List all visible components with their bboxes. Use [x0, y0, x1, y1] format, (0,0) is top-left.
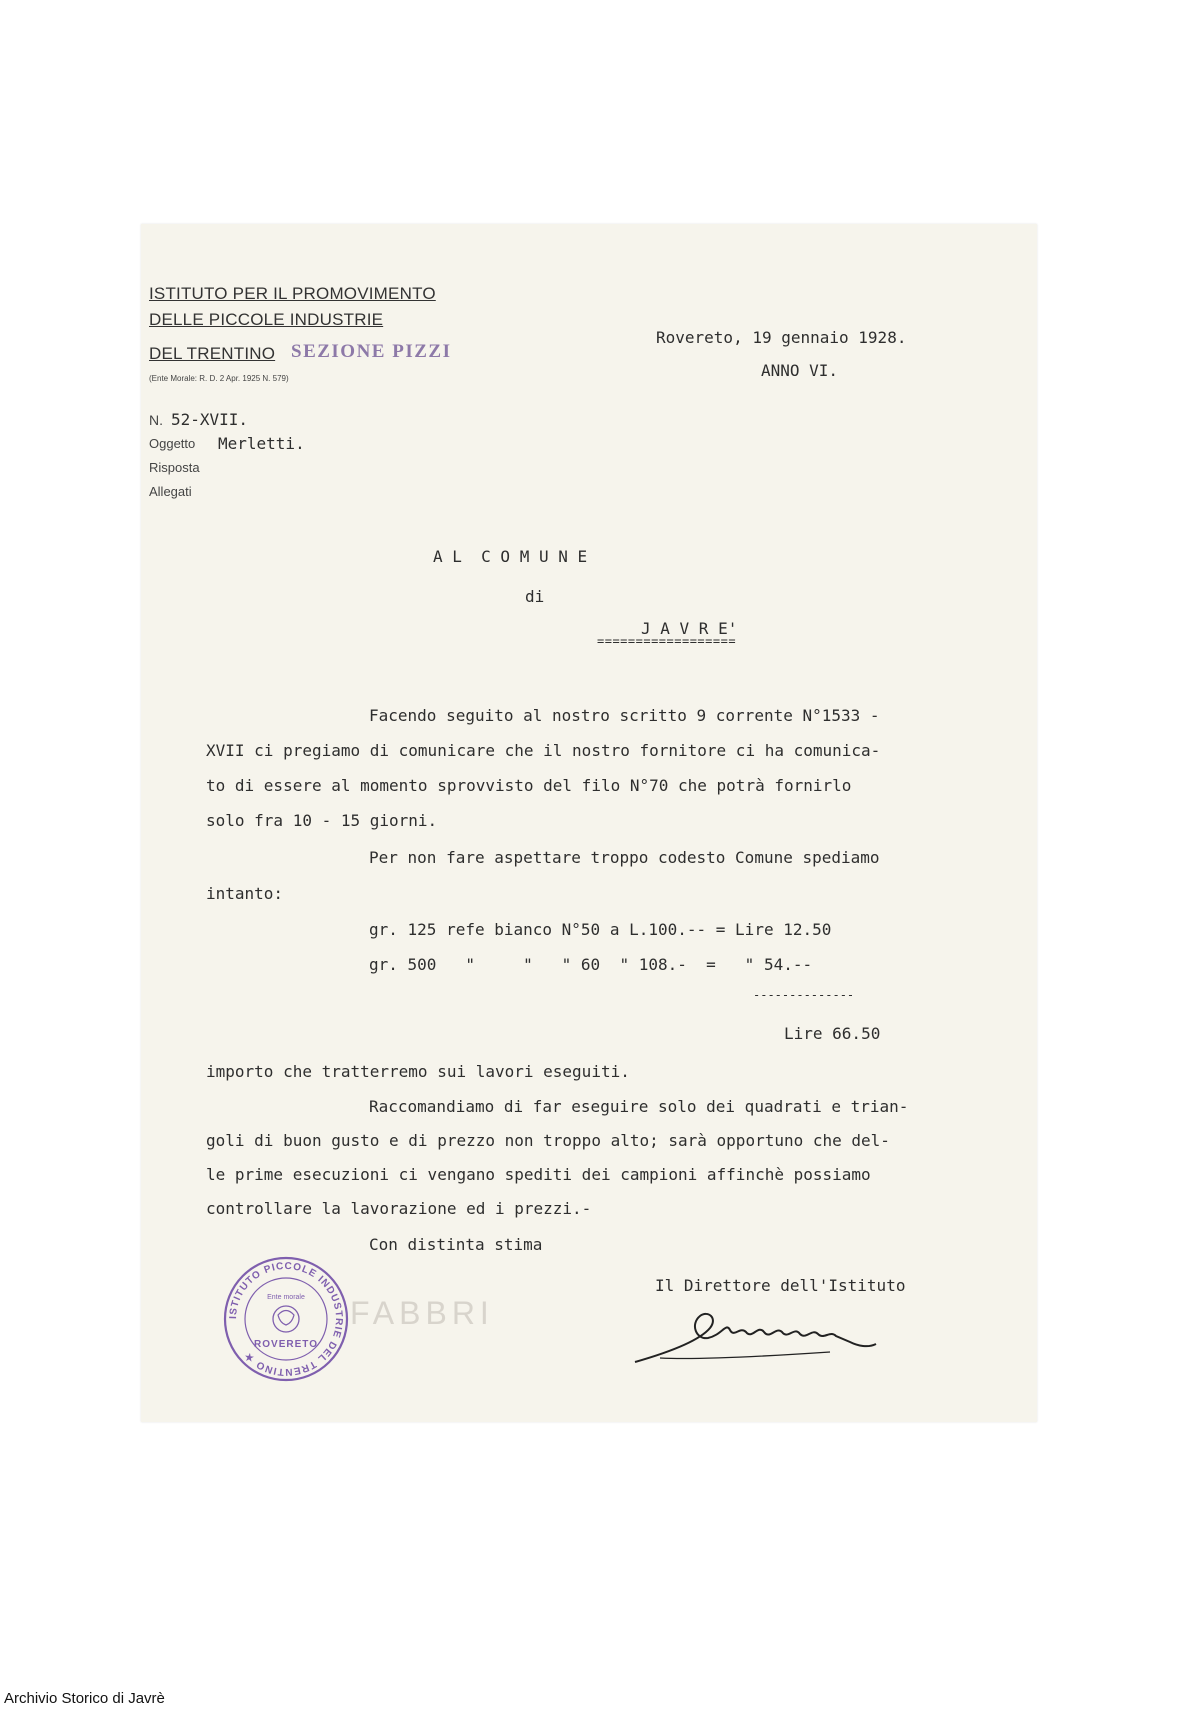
paragraph-1-line-1: Facendo seguito al nostro scritto 9 corrente N°1533 -	[369, 706, 880, 725]
paragraph-4-line-4: controllare la lavorazione ed i prezzi.-	[206, 1199, 592, 1218]
place-date: Rovereto, 19 gennaio 1928.	[656, 328, 907, 347]
document-page	[141, 224, 1037, 1422]
total-amount: Lire 66.50	[784, 1024, 881, 1043]
letterhead-legal-note: (Ente Morale: R. D. 2 Apr. 1925 N. 579)	[149, 374, 289, 383]
svg-text:Ente morale: Ente morale	[267, 1294, 305, 1301]
institute-stamp	[222, 1255, 350, 1383]
paragraph-4-line-1: Raccomandiamo di far eseguire solo dei quadrati e trian-	[369, 1097, 909, 1116]
paragraph-1-line-3: to di essere al momento sprovvisto del filo N°70 che potrà fornirlo	[206, 776, 852, 795]
subject-value: Merletti.	[218, 434, 305, 453]
director-signature	[630, 1300, 880, 1370]
svg-text:ISTITUTO PICCOLE INDUSTRIE DEL: ISTITUTO PICCOLE INDUSTRIE DEL TRENTINO ★	[227, 1260, 345, 1378]
paragraph-4-line-2: goli di buon gusto e di prezzo non troppo alto; sarà opportuno che del-	[206, 1131, 890, 1150]
paragraph-2-line-1: Per non fare aspettare troppo codesto Comune spediamo	[369, 848, 880, 867]
paragraph-2-line-2: intanto:	[206, 884, 284, 903]
closing: Con distinta stima	[369, 1235, 543, 1254]
addressee-line-2: di	[525, 587, 545, 606]
watermark: FABBRI	[350, 1295, 494, 1331]
paragraph-4-line-3: le prime esecuzioni ci vengano spediti dei campioni affinchè possiamo	[206, 1165, 871, 1184]
svg-text:ROVERETO: ROVERETO	[254, 1339, 318, 1350]
paragraph-1-line-2: XVII ci pregiamo di comunicare che il nostro fornitore ci ha comunica-	[206, 741, 881, 760]
letterhead-line-3: DEL TRENTINO	[149, 344, 276, 363]
attachments-label: Allegati	[149, 484, 192, 499]
addressee-underline: ==================	[597, 634, 737, 648]
era-year: ANNO VI.	[761, 361, 839, 380]
order-item-2: gr. 500 " " " 60 " 108.- = " 54.--	[369, 955, 813, 974]
sum-rule: --------------	[753, 988, 855, 1002]
number-label: N.	[149, 412, 163, 428]
addressee-line-1: A L C O M U N E	[433, 547, 588, 566]
paragraph-1-line-4: solo fra 10 - 15 giorni.	[206, 811, 438, 830]
signature-title: Il Direttore dell'Istituto	[655, 1276, 906, 1295]
protocol-number: 52-XVII.	[171, 410, 249, 429]
paragraph-3: importo che tratterremo sui lavori eseguiti.	[206, 1062, 630, 1081]
addressee-line-3: J A V R E'	[641, 619, 738, 638]
subject-label: Oggetto	[149, 436, 196, 451]
letterhead-line-2: DELLE PICCOLE INDUSTRIE	[149, 310, 384, 329]
archive-caption: Archivio Storico di Javrè	[4, 1690, 165, 1707]
reply-label: Risposta	[149, 460, 200, 475]
letterhead-line-1: ISTITUTO PER IL PROMOVIMENTO	[149, 284, 436, 303]
letterhead-section: SEZIONE PIZZI	[291, 341, 452, 362]
order-item-1: gr. 125 refe bianco N°50 a L.100.-- = Lire 12.50	[369, 920, 832, 939]
